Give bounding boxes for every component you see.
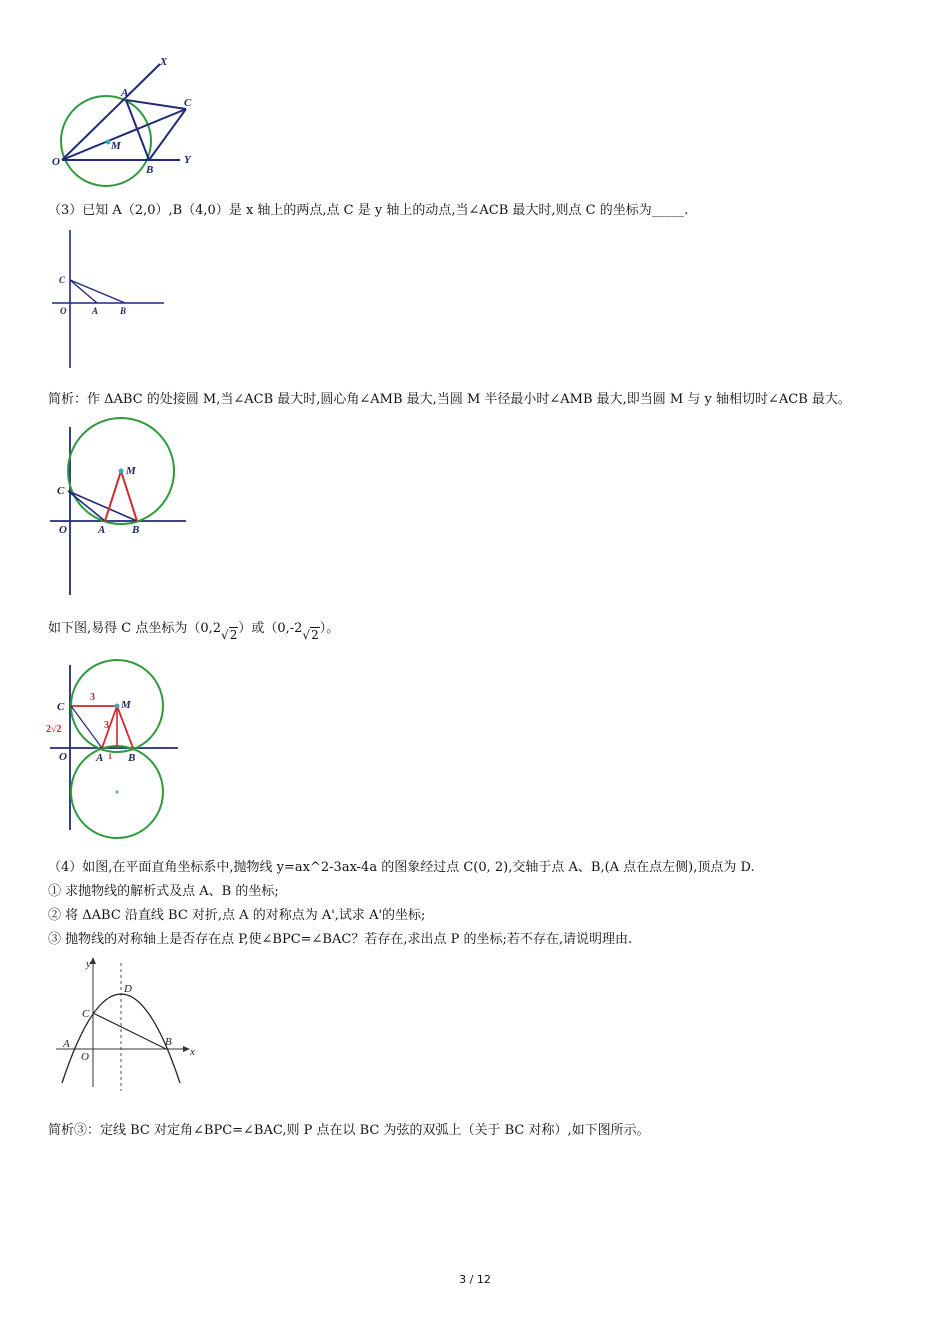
figure-two-circles	[44, 655, 189, 845]
figure-circle-angle	[48, 52, 208, 192]
label-a: A	[98, 524, 106, 536]
label-m: M	[126, 465, 136, 477]
label-y: Y	[184, 154, 191, 166]
label-c: C	[57, 701, 65, 713]
coefficient-two: 2	[46, 724, 51, 735]
label-one: 1	[108, 752, 112, 761]
label-c: C	[82, 1008, 90, 1020]
label-two-root-two: 2√2	[46, 724, 62, 735]
label-o: O	[52, 156, 60, 168]
radicand-two: 2	[56, 724, 62, 735]
label-m: M	[111, 140, 121, 152]
center-point-m	[115, 704, 120, 709]
segment-ca	[68, 491, 105, 521]
sqrt-expression: √2	[302, 628, 319, 642]
figure-axes-acb	[48, 228, 178, 373]
label-c: C	[57, 485, 65, 497]
label-m: M	[121, 699, 131, 711]
question-4-item-2: ② 将 ΔABC 沿直线 BC 对折,点 A 的对称点为 A',试求 A'的坐标;	[48, 908, 426, 923]
center-point-m	[119, 469, 124, 474]
segment-cb	[68, 491, 137, 521]
label-b: B	[128, 752, 136, 764]
label-three-vertical: 3	[104, 720, 109, 731]
answer-prefix: 如下图,易得 C 点坐标为（0,2	[48, 621, 222, 636]
label-b: B	[132, 524, 140, 536]
label-y: y	[86, 958, 91, 970]
answer-middle: ）或（0,-2	[238, 621, 303, 636]
label-o: O	[59, 524, 67, 536]
question-3-text: （3）已知 A（2,0）,B（4,0）是 x 轴上的两点,点 C 是 y 轴上的动点,当∠ACB 最大时,则点 C 的坐标为_____.	[48, 203, 689, 218]
question-4-intro: （4）如图,在平面直角坐标系中,抛物线 y=ax^2-3ax-4a 的图象经过点 C(0, 2),交轴于点 A、B,(A 点在点左侧),顶点为 D.	[48, 860, 755, 875]
label-x: x	[190, 1046, 195, 1058]
label-three-horizontal: 3	[90, 692, 95, 703]
center-point-lower	[116, 791, 119, 794]
label-c: C	[184, 97, 192, 109]
segment-mb	[121, 471, 137, 521]
sqrt-expression: √2	[221, 628, 238, 642]
label-o: O	[60, 306, 67, 316]
figure-tangent-circle	[48, 415, 193, 600]
label-b: B	[120, 306, 127, 316]
segment-ca	[70, 280, 97, 303]
label-a: A	[63, 1038, 70, 1050]
label-d: D	[124, 983, 132, 995]
segment-cb	[93, 1013, 166, 1049]
x-axis-arrow	[183, 1046, 190, 1052]
answer-text	[48, 619, 340, 642]
label-a: A	[92, 306, 99, 316]
label-a: A	[96, 752, 104, 764]
question-4-item-1: ① 求抛物线的解析式及点 A、B 的坐标;	[48, 884, 279, 899]
sqrt-radicand: 2	[311, 628, 319, 642]
analysis-2-text: 简析③：定线 BC 对定角∠BPC=∠BAC,则 P 点在以 BC 为弦的双弧上（关于 BC 对称）,如下图所示。	[48, 1123, 650, 1138]
label-a: A	[121, 87, 129, 99]
figure-parabola	[48, 955, 203, 1095]
y-axis-arrow	[90, 957, 96, 964]
label-o: O	[59, 751, 67, 763]
analysis-1-text: 简析：作 ΔABC 的处接圆 M,当∠ACB 最大时,圆心角∠AMB 最大,当圆 M 半径最小时∠AMB 最大,即当圆 M 与 y 轴相切时∠ACB 最大。	[48, 392, 851, 407]
page-number: 3 / 12	[459, 1273, 491, 1286]
question-4-item-3: ③ 抛物线的对称轴上是否存在点 P,使∠BPC=∠BAC？若存在,求出点 P 的坐标;若不存在,请说明理由.	[48, 932, 633, 947]
segment-cb	[70, 280, 125, 303]
answer-suffix: ）。	[319, 621, 340, 636]
label-b: B	[146, 164, 154, 176]
label-b: B	[165, 1036, 172, 1048]
sqrt-radicand: 2	[229, 628, 238, 642]
label-x: X	[160, 56, 168, 68]
center-point-m	[106, 140, 111, 145]
segment-mb	[117, 706, 133, 748]
label-o: O	[81, 1051, 89, 1063]
label-c: C	[59, 275, 66, 285]
